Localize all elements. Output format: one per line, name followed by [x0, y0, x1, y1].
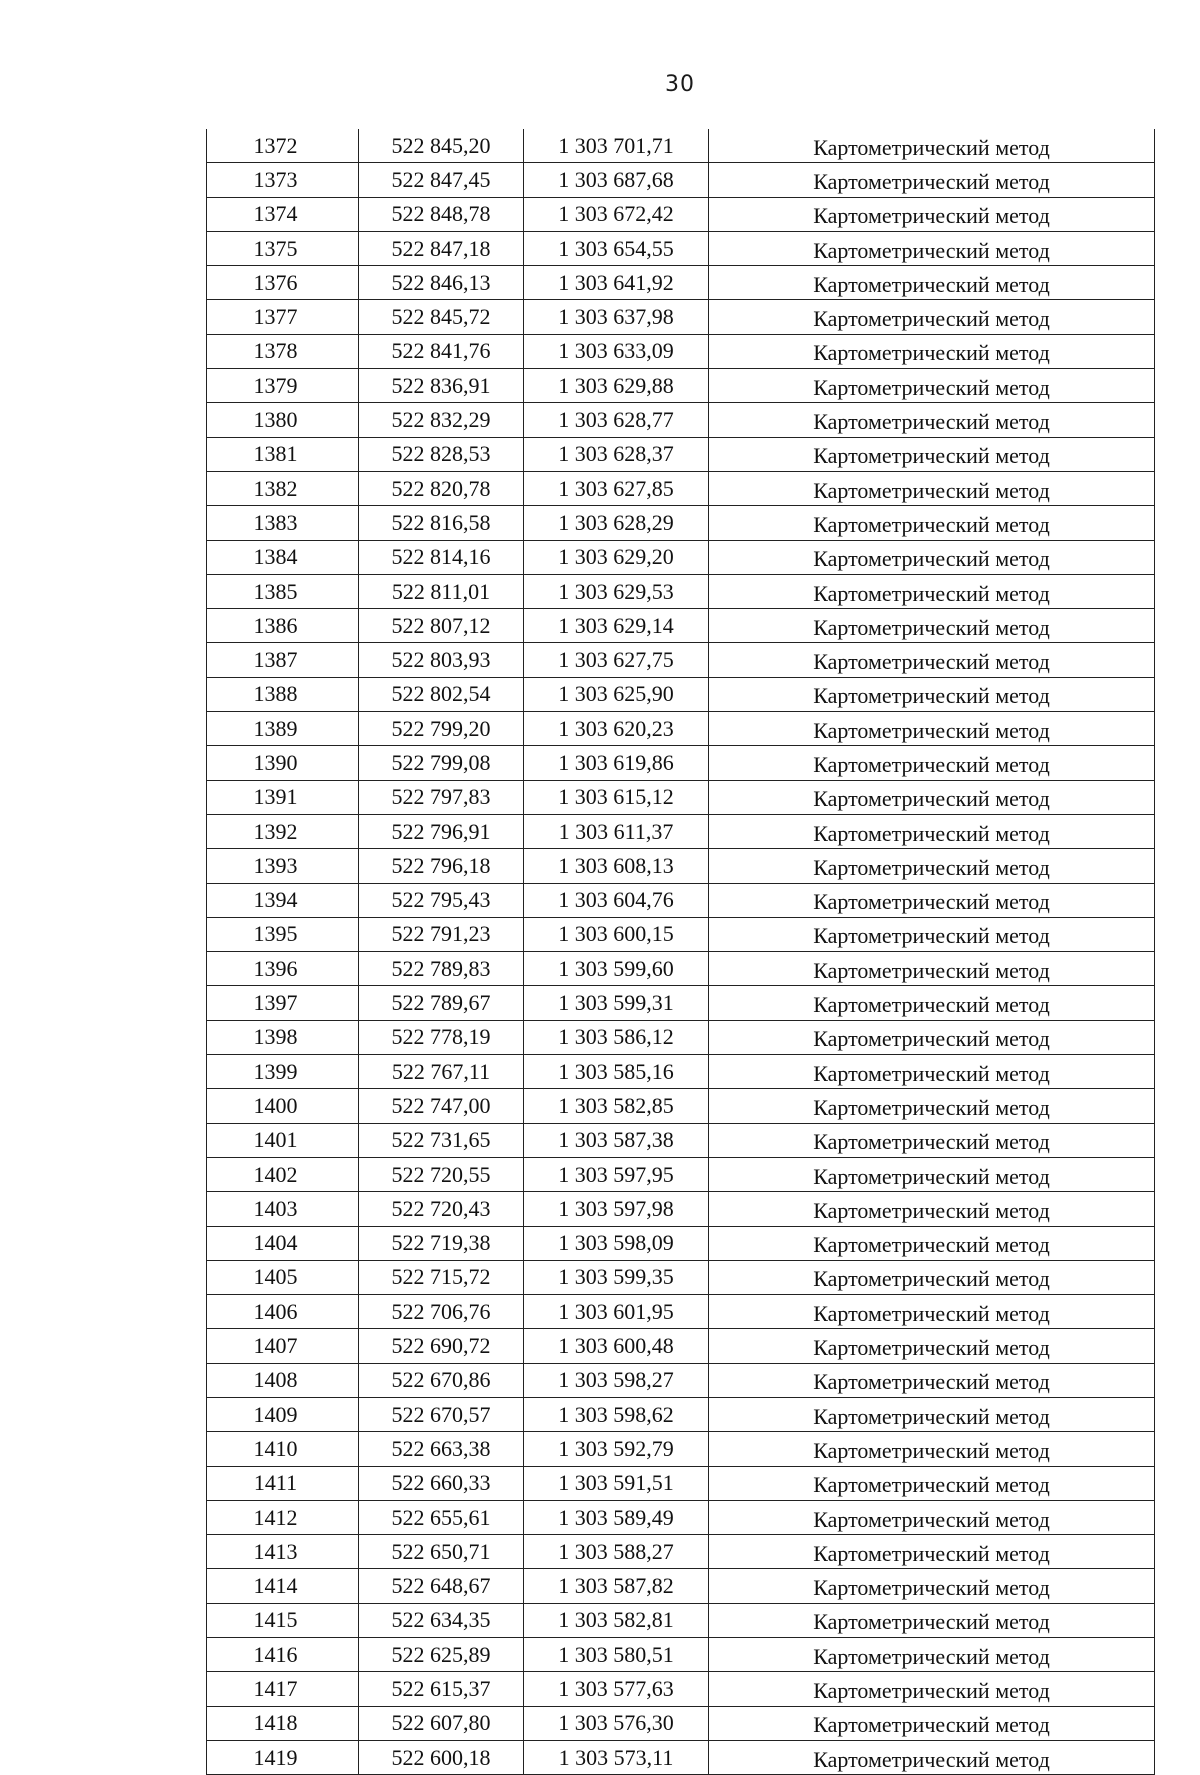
table-row: [207, 986, 1155, 1020]
method-cell: Картометрический метод: [709, 471, 1155, 505]
x-coordinate-cell: 522 796,18: [359, 849, 524, 883]
y-coordinate-cell: 1 303 615,12: [524, 780, 709, 814]
y-coordinate-cell: 1 303 629,88: [524, 369, 709, 403]
point-number-cell: 1408: [207, 1363, 359, 1397]
table-row: [207, 1672, 1155, 1706]
point-number-cell: 1415: [207, 1603, 359, 1637]
point-number-cell: 1416: [207, 1638, 359, 1672]
y-coordinate-cell: 1 303 588,27: [524, 1535, 709, 1569]
x-coordinate-cell: 522 650,71: [359, 1535, 524, 1569]
table-row: [207, 1363, 1155, 1397]
y-coordinate-cell: 1 303 598,09: [524, 1226, 709, 1260]
point-number-cell: 1396: [207, 952, 359, 986]
y-coordinate-cell: 1 303 611,37: [524, 814, 709, 848]
table-row: [207, 334, 1155, 368]
x-coordinate-cell: 522 848,78: [359, 197, 524, 231]
point-number-cell: 1413: [207, 1535, 359, 1569]
x-coordinate-cell: 522 648,67: [359, 1569, 524, 1603]
method-cell: Картометрический метод: [709, 231, 1155, 265]
point-number-cell: 1392: [207, 814, 359, 848]
y-coordinate-cell: 1 303 641,92: [524, 266, 709, 300]
point-number-cell: 1405: [207, 1260, 359, 1294]
point-number-cell: 1383: [207, 506, 359, 540]
x-coordinate-cell: 522 791,23: [359, 917, 524, 951]
table-row: [207, 540, 1155, 574]
point-number-cell: 1380: [207, 403, 359, 437]
x-coordinate-cell: 522 778,19: [359, 1020, 524, 1054]
table-row: [207, 609, 1155, 643]
point-number-cell: 1374: [207, 197, 359, 231]
y-coordinate-cell: 1 303 628,37: [524, 437, 709, 471]
table-row: [207, 849, 1155, 883]
x-coordinate-cell: 522 789,67: [359, 986, 524, 1020]
y-coordinate-cell: 1 303 600,48: [524, 1329, 709, 1363]
y-coordinate-cell: 1 303 587,82: [524, 1569, 709, 1603]
coordinates-table-body: [207, 129, 1155, 1775]
method-cell: Картометрический метод: [709, 1260, 1155, 1294]
point-number-cell: 1417: [207, 1672, 359, 1706]
x-coordinate-cell: 522 846,13: [359, 266, 524, 300]
method-cell: Картометрический метод: [709, 677, 1155, 711]
method-cell: Картометрический метод: [709, 1020, 1155, 1054]
table-row: [207, 677, 1155, 711]
x-coordinate-cell: 522 660,33: [359, 1466, 524, 1500]
y-coordinate-cell: 1 303 608,13: [524, 849, 709, 883]
y-coordinate-cell: 1 303 599,35: [524, 1260, 709, 1294]
table-row: [207, 437, 1155, 471]
method-cell: Картометрический метод: [709, 334, 1155, 368]
method-cell: Картометрический метод: [709, 129, 1155, 163]
x-coordinate-cell: 522 634,35: [359, 1603, 524, 1637]
table-row: [207, 1123, 1155, 1157]
y-coordinate-cell: 1 303 625,90: [524, 677, 709, 711]
point-number-cell: 1373: [207, 163, 359, 197]
point-number-cell: 1372: [207, 129, 359, 163]
point-number-cell: 1393: [207, 849, 359, 883]
point-number-cell: 1402: [207, 1157, 359, 1191]
table-row: [207, 369, 1155, 403]
method-cell: Картометрический метод: [709, 300, 1155, 334]
table-row: [207, 1397, 1155, 1431]
table-row: [207, 1020, 1155, 1054]
point-number-cell: 1394: [207, 883, 359, 917]
x-coordinate-cell: 522 803,93: [359, 643, 524, 677]
table-row: [207, 574, 1155, 608]
method-cell: Картометрический метод: [709, 746, 1155, 780]
point-number-cell: 1401: [207, 1123, 359, 1157]
method-cell: Картометрический метод: [709, 1363, 1155, 1397]
point-number-cell: 1411: [207, 1466, 359, 1500]
method-cell: Картометрический метод: [709, 1740, 1155, 1774]
x-coordinate-cell: 522 816,58: [359, 506, 524, 540]
table-row: [207, 1089, 1155, 1123]
method-cell: Картометрический метод: [709, 1157, 1155, 1191]
table-row: [207, 1329, 1155, 1363]
x-coordinate-cell: 522 715,72: [359, 1260, 524, 1294]
method-cell: Картометрический метод: [709, 643, 1155, 677]
point-number-cell: 1397: [207, 986, 359, 1020]
y-coordinate-cell: 1 303 591,51: [524, 1466, 709, 1500]
method-cell: Картометрический метод: [709, 1226, 1155, 1260]
y-coordinate-cell: 1 303 587,38: [524, 1123, 709, 1157]
y-coordinate-cell: 1 303 637,98: [524, 300, 709, 334]
point-number-cell: 1419: [207, 1740, 359, 1774]
table-row: [207, 163, 1155, 197]
y-coordinate-cell: 1 303 601,95: [524, 1295, 709, 1329]
point-number-cell: 1377: [207, 300, 359, 334]
y-coordinate-cell: 1 303 619,86: [524, 746, 709, 780]
y-coordinate-cell: 1 303 576,30: [524, 1706, 709, 1740]
point-number-cell: 1403: [207, 1192, 359, 1226]
x-coordinate-cell: 522 820,78: [359, 471, 524, 505]
method-cell: Картометрический метод: [709, 1397, 1155, 1431]
x-coordinate-cell: 522 607,80: [359, 1706, 524, 1740]
x-coordinate-cell: 522 845,72: [359, 300, 524, 334]
x-coordinate-cell: 522 836,91: [359, 369, 524, 403]
x-coordinate-cell: 522 795,43: [359, 883, 524, 917]
table-row: [207, 471, 1155, 505]
table-row: [207, 1192, 1155, 1226]
point-number-cell: 1390: [207, 746, 359, 780]
x-coordinate-cell: 522 814,16: [359, 540, 524, 574]
method-cell: Картометрический метод: [709, 266, 1155, 300]
y-coordinate-cell: 1 303 586,12: [524, 1020, 709, 1054]
method-cell: Картометрический метод: [709, 1055, 1155, 1089]
point-number-cell: 1412: [207, 1500, 359, 1534]
x-coordinate-cell: 522 828,53: [359, 437, 524, 471]
table-row: [207, 1535, 1155, 1569]
point-number-cell: 1410: [207, 1432, 359, 1466]
x-coordinate-cell: 522 841,76: [359, 334, 524, 368]
x-coordinate-cell: 522 845,20: [359, 129, 524, 163]
method-cell: Картометрический метод: [709, 1466, 1155, 1500]
point-number-cell: 1387: [207, 643, 359, 677]
point-number-cell: 1384: [207, 540, 359, 574]
x-coordinate-cell: 522 797,83: [359, 780, 524, 814]
x-coordinate-cell: 522 706,76: [359, 1295, 524, 1329]
x-coordinate-cell: 522 625,89: [359, 1638, 524, 1672]
point-number-cell: 1418: [207, 1706, 359, 1740]
table-row: [207, 952, 1155, 986]
y-coordinate-cell: 1 303 672,42: [524, 197, 709, 231]
y-coordinate-cell: 1 303 589,49: [524, 1500, 709, 1534]
table-row: [207, 1603, 1155, 1637]
table-row: [207, 1569, 1155, 1603]
point-number-cell: 1406: [207, 1295, 359, 1329]
table-row: [207, 1466, 1155, 1500]
method-cell: Картометрический метод: [709, 1500, 1155, 1534]
y-coordinate-cell: 1 303 604,76: [524, 883, 709, 917]
table-row: [207, 917, 1155, 951]
y-coordinate-cell: 1 303 577,63: [524, 1672, 709, 1706]
x-coordinate-cell: 522 731,65: [359, 1123, 524, 1157]
method-cell: Картометрический метод: [709, 1089, 1155, 1123]
coordinates-table: [206, 129, 1155, 1775]
method-cell: Картометрический метод: [709, 1569, 1155, 1603]
table-row: [207, 712, 1155, 746]
x-coordinate-cell: 522 690,72: [359, 1329, 524, 1363]
x-coordinate-cell: 522 615,37: [359, 1672, 524, 1706]
point-number-cell: 1398: [207, 1020, 359, 1054]
method-cell: Картометрический метод: [709, 1329, 1155, 1363]
point-number-cell: 1400: [207, 1089, 359, 1123]
point-number-cell: 1404: [207, 1226, 359, 1260]
table-row: [207, 883, 1155, 917]
y-coordinate-cell: 1 303 633,09: [524, 334, 709, 368]
x-coordinate-cell: 522 847,18: [359, 231, 524, 265]
method-cell: Картометрический метод: [709, 574, 1155, 608]
method-cell: Картометрический метод: [709, 1672, 1155, 1706]
x-coordinate-cell: 522 670,86: [359, 1363, 524, 1397]
y-coordinate-cell: 1 303 599,60: [524, 952, 709, 986]
method-cell: Картометрический метод: [709, 917, 1155, 951]
x-coordinate-cell: 522 767,11: [359, 1055, 524, 1089]
method-cell: Картометрический метод: [709, 849, 1155, 883]
method-cell: Картометрический метод: [709, 403, 1155, 437]
table-row: [207, 814, 1155, 848]
page-number: 30: [665, 72, 695, 97]
point-number-cell: 1378: [207, 334, 359, 368]
point-number-cell: 1391: [207, 780, 359, 814]
table-row: [207, 1295, 1155, 1329]
x-coordinate-cell: 522 796,91: [359, 814, 524, 848]
method-cell: Картометрический метод: [709, 369, 1155, 403]
table-row: [207, 1500, 1155, 1534]
table-row: [207, 403, 1155, 437]
x-coordinate-cell: 522 832,29: [359, 403, 524, 437]
method-cell: Картометрический метод: [709, 780, 1155, 814]
table-row: [207, 300, 1155, 334]
point-number-cell: 1414: [207, 1569, 359, 1603]
point-number-cell: 1385: [207, 574, 359, 608]
method-cell: Картометрический метод: [709, 1295, 1155, 1329]
y-coordinate-cell: 1 303 629,20: [524, 540, 709, 574]
x-coordinate-cell: 522 655,61: [359, 1500, 524, 1534]
y-coordinate-cell: 1 303 628,29: [524, 506, 709, 540]
method-cell: Картометрический метод: [709, 712, 1155, 746]
x-coordinate-cell: 522 799,20: [359, 712, 524, 746]
point-number-cell: 1382: [207, 471, 359, 505]
y-coordinate-cell: 1 303 600,15: [524, 917, 709, 951]
y-coordinate-cell: 1 303 629,14: [524, 609, 709, 643]
y-coordinate-cell: 1 303 627,75: [524, 643, 709, 677]
x-coordinate-cell: 522 847,45: [359, 163, 524, 197]
method-cell: Картометрический метод: [709, 609, 1155, 643]
table-row: [207, 197, 1155, 231]
table-row: [207, 1740, 1155, 1774]
table-row: [207, 1432, 1155, 1466]
y-coordinate-cell: 1 303 701,71: [524, 129, 709, 163]
x-coordinate-cell: 522 719,38: [359, 1226, 524, 1260]
y-coordinate-cell: 1 303 585,16: [524, 1055, 709, 1089]
table-row: [207, 746, 1155, 780]
method-cell: Картометрический метод: [709, 1603, 1155, 1637]
x-coordinate-cell: 522 747,00: [359, 1089, 524, 1123]
method-cell: Картометрический метод: [709, 1535, 1155, 1569]
method-cell: Картометрический метод: [709, 952, 1155, 986]
method-cell: Картометрический метод: [709, 1706, 1155, 1740]
y-coordinate-cell: 1 303 599,31: [524, 986, 709, 1020]
y-coordinate-cell: 1 303 598,27: [524, 1363, 709, 1397]
y-coordinate-cell: 1 303 627,85: [524, 471, 709, 505]
point-number-cell: 1395: [207, 917, 359, 951]
x-coordinate-cell: 522 799,08: [359, 746, 524, 780]
y-coordinate-cell: 1 303 573,11: [524, 1740, 709, 1774]
y-coordinate-cell: 1 303 629,53: [524, 574, 709, 608]
y-coordinate-cell: 1 303 592,79: [524, 1432, 709, 1466]
method-cell: Картометрический метод: [709, 1432, 1155, 1466]
method-cell: Картометрический метод: [709, 506, 1155, 540]
point-number-cell: 1399: [207, 1055, 359, 1089]
y-coordinate-cell: 1 303 620,23: [524, 712, 709, 746]
point-number-cell: 1407: [207, 1329, 359, 1363]
y-coordinate-cell: 1 303 580,51: [524, 1638, 709, 1672]
method-cell: Картометрический метод: [709, 1123, 1155, 1157]
table-row: [207, 231, 1155, 265]
point-number-cell: 1388: [207, 677, 359, 711]
method-cell: Картометрический метод: [709, 540, 1155, 574]
table-row: [207, 129, 1155, 163]
x-coordinate-cell: 522 720,43: [359, 1192, 524, 1226]
table-row: [207, 1226, 1155, 1260]
method-cell: Картометрический метод: [709, 197, 1155, 231]
table-row: [207, 1055, 1155, 1089]
table-row: [207, 1260, 1155, 1294]
y-coordinate-cell: 1 303 687,68: [524, 163, 709, 197]
point-number-cell: 1375: [207, 231, 359, 265]
method-cell: Картометрический метод: [709, 437, 1155, 471]
y-coordinate-cell: 1 303 582,81: [524, 1603, 709, 1637]
x-coordinate-cell: 522 663,38: [359, 1432, 524, 1466]
point-number-cell: 1379: [207, 369, 359, 403]
table-row: [207, 1706, 1155, 1740]
table-row: [207, 1638, 1155, 1672]
method-cell: Картометрический метод: [709, 163, 1155, 197]
point-number-cell: 1381: [207, 437, 359, 471]
x-coordinate-cell: 522 670,57: [359, 1397, 524, 1431]
method-cell: Картометрический метод: [709, 986, 1155, 1020]
point-number-cell: 1386: [207, 609, 359, 643]
table-row: [207, 1157, 1155, 1191]
table-row: [207, 266, 1155, 300]
x-coordinate-cell: 522 802,54: [359, 677, 524, 711]
y-coordinate-cell: 1 303 597,98: [524, 1192, 709, 1226]
y-coordinate-cell: 1 303 654,55: [524, 231, 709, 265]
table-row: [207, 780, 1155, 814]
x-coordinate-cell: 522 811,01: [359, 574, 524, 608]
x-coordinate-cell: 522 807,12: [359, 609, 524, 643]
y-coordinate-cell: 1 303 628,77: [524, 403, 709, 437]
x-coordinate-cell: 522 789,83: [359, 952, 524, 986]
table-row: [207, 506, 1155, 540]
point-number-cell: 1409: [207, 1397, 359, 1431]
x-coordinate-cell: 522 600,18: [359, 1740, 524, 1774]
method-cell: Картометрический метод: [709, 883, 1155, 917]
y-coordinate-cell: 1 303 598,62: [524, 1397, 709, 1431]
point-number-cell: 1389: [207, 712, 359, 746]
point-number-cell: 1376: [207, 266, 359, 300]
table-row: [207, 643, 1155, 677]
method-cell: Картометрический метод: [709, 1638, 1155, 1672]
y-coordinate-cell: 1 303 597,95: [524, 1157, 709, 1191]
y-coordinate-cell: 1 303 582,85: [524, 1089, 709, 1123]
method-cell: Картометрический метод: [709, 1192, 1155, 1226]
method-cell: Картометрический метод: [709, 814, 1155, 848]
x-coordinate-cell: 522 720,55: [359, 1157, 524, 1191]
